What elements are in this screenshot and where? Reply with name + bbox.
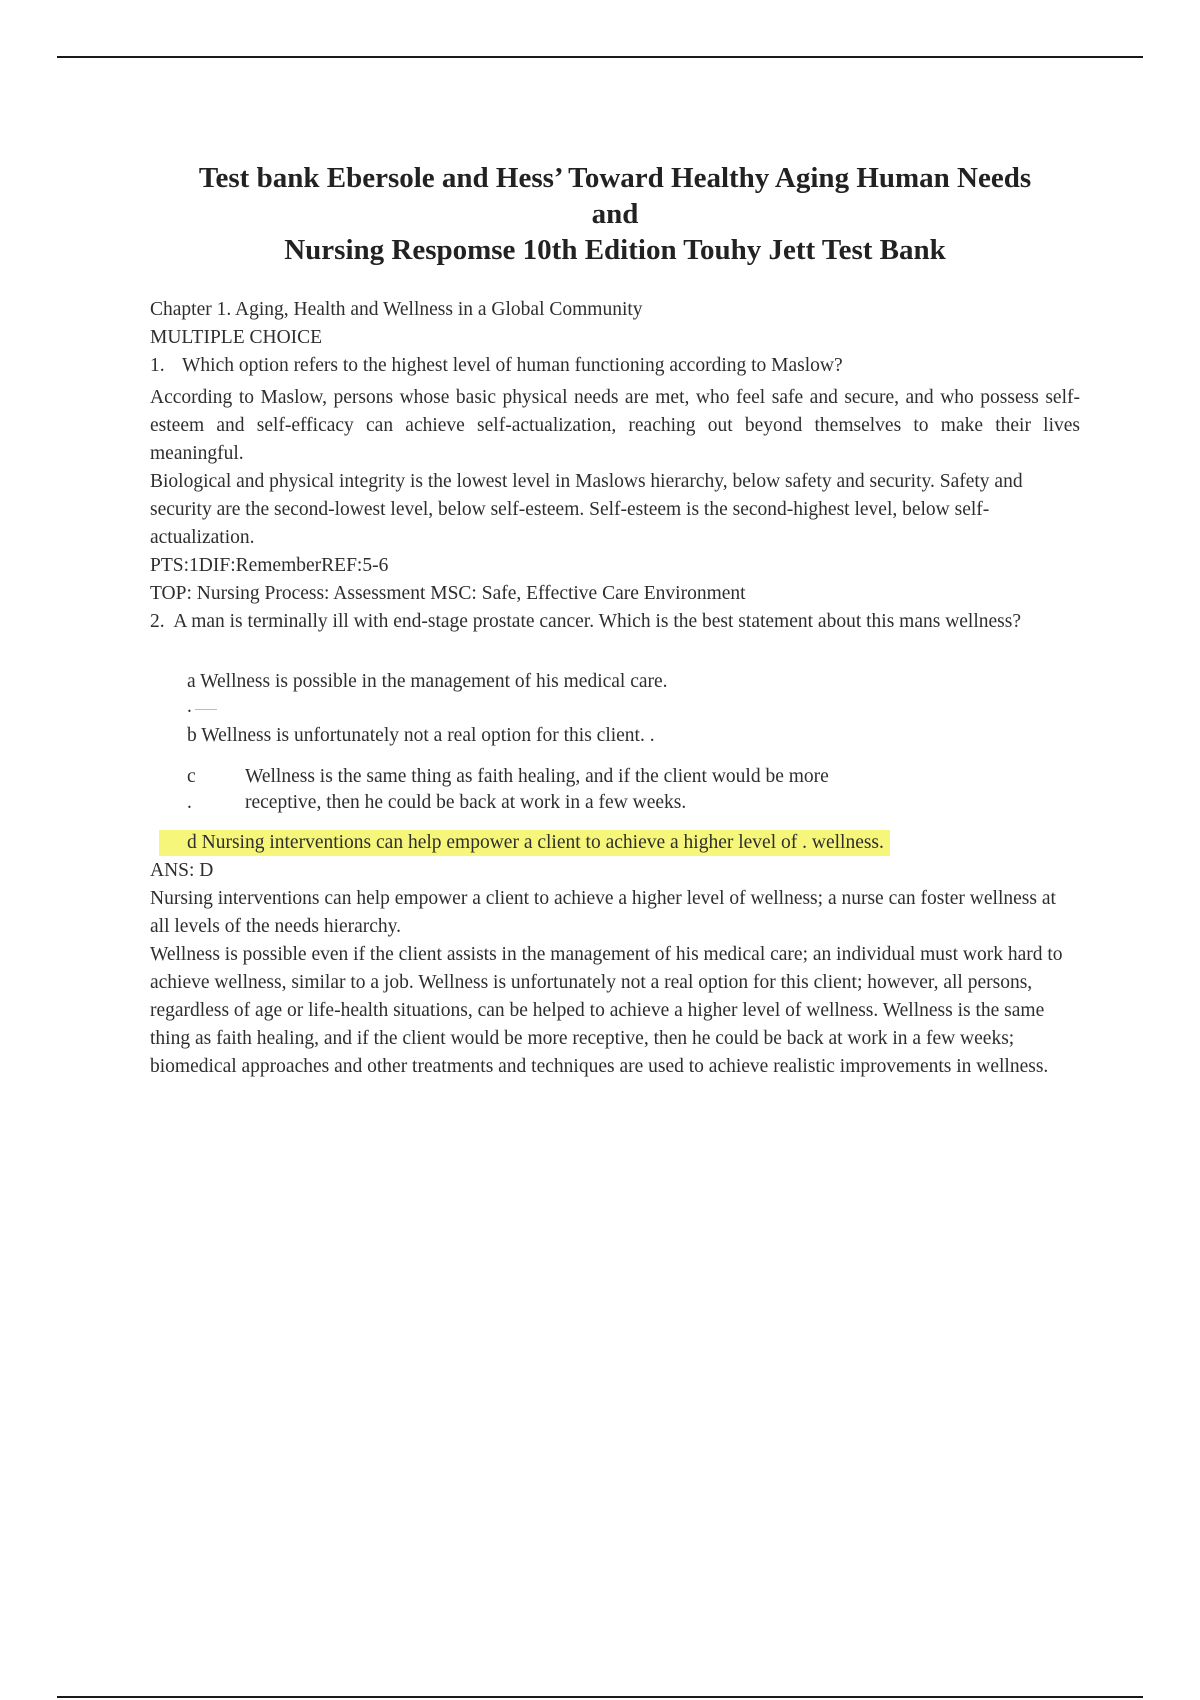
option-a: a Wellness is possible in the management of his medical care. bbox=[187, 671, 668, 692]
title-line-2: and bbox=[591, 198, 639, 230]
option-c-line-1: Wellness is the same thing as faith healing, and if the client would be more bbox=[245, 766, 829, 787]
question-1 bbox=[150, 352, 1080, 380]
option-c bbox=[187, 764, 1080, 816]
option-a-marker bbox=[187, 696, 1080, 720]
option-a-dash bbox=[195, 709, 217, 710]
document-body bbox=[150, 296, 1080, 1081]
question-1-meta-top: TOP: Nursing Process: Assessment MSC: Safe, Effective Care Environment bbox=[150, 583, 746, 604]
question-2-rationale-2: Wellness is possible even if the client assists in the management of his medical care; an individual must work hard to achieve wellness, similar to a job. Wellness is unfortunately not a real option for this client; however, all persons, regardless of age or life-health situations, can be helped to achieve a higher level of wellness. Wellness is the same thing as faith healing, and if the client would be more receptive, then he could be back at work in a few weeks; biomedical approaches and other treatments and techniques are used to achieve realistic improvements in wellness. bbox=[150, 944, 1063, 1077]
option-c-dot: . bbox=[187, 792, 192, 813]
option-c-letter: c bbox=[187, 766, 196, 787]
question-2 bbox=[150, 608, 1080, 636]
answer-key: ANS: D bbox=[150, 860, 214, 881]
option-a-dot: . bbox=[187, 696, 192, 717]
chapter-heading: Chapter 1. Aging, Health and Wellness in a Global Community bbox=[150, 299, 643, 320]
section-heading: MULTIPLE CHOICE bbox=[150, 327, 323, 348]
question-1-rationale-2: Biological and physical integrity is the lowest level in Maslows hierarchy, below safety and security. Safety and security are the second-lowest level, below self-esteem. Self-esteem is the second-highest level, below self-actualization. bbox=[150, 471, 1023, 548]
question-1-text: Which option refers to the highest level of human functioning according to Maslow? bbox=[182, 355, 843, 376]
question-2-text: A man is terminally ill with end-stage prostate cancer. Which is the best statement about this mans wellness? bbox=[173, 611, 1022, 632]
option-b: b Wellness is unfortunately not a real option for this client. . bbox=[187, 725, 655, 746]
option-c-line-2: receptive, then he could be back at work in a few weeks. bbox=[245, 792, 687, 813]
top-rule bbox=[57, 56, 1143, 58]
option-d-highlighted: d Nursing interventions can help empower a client to achieve a higher level of . wellness. bbox=[159, 830, 890, 856]
question-1-number: 1. bbox=[150, 355, 165, 376]
question-2-rationale-1: Nursing interventions can help empower a client to achieve a higher level of wellness; a nurse can foster wellness at all levels of the needs hierarchy. bbox=[150, 888, 1056, 937]
title-line-3: Nursing Respomse 10th Edition Touhy Jett Test Bank bbox=[284, 234, 946, 266]
bottom-rule bbox=[57, 1696, 1143, 1698]
document-title bbox=[100, 160, 1130, 268]
question-1-rationale-1: According to Maslow, persons whose basic physical needs are met, who feel safe and secure, and who possess self-esteem and self-efficacy can achieve self-actualization, reaching out beyond themselves to make their lives meaningful. bbox=[150, 387, 1080, 464]
question-1-meta-pts: PTS:1DIF:RememberREF:5-6 bbox=[150, 555, 389, 576]
question-2-number: 2. bbox=[150, 611, 165, 632]
title-line-1: Test bank Ebersole and Hess’ Toward Healthy Aging Human Needs bbox=[198, 162, 1032, 194]
question-2-options bbox=[150, 668, 1080, 857]
